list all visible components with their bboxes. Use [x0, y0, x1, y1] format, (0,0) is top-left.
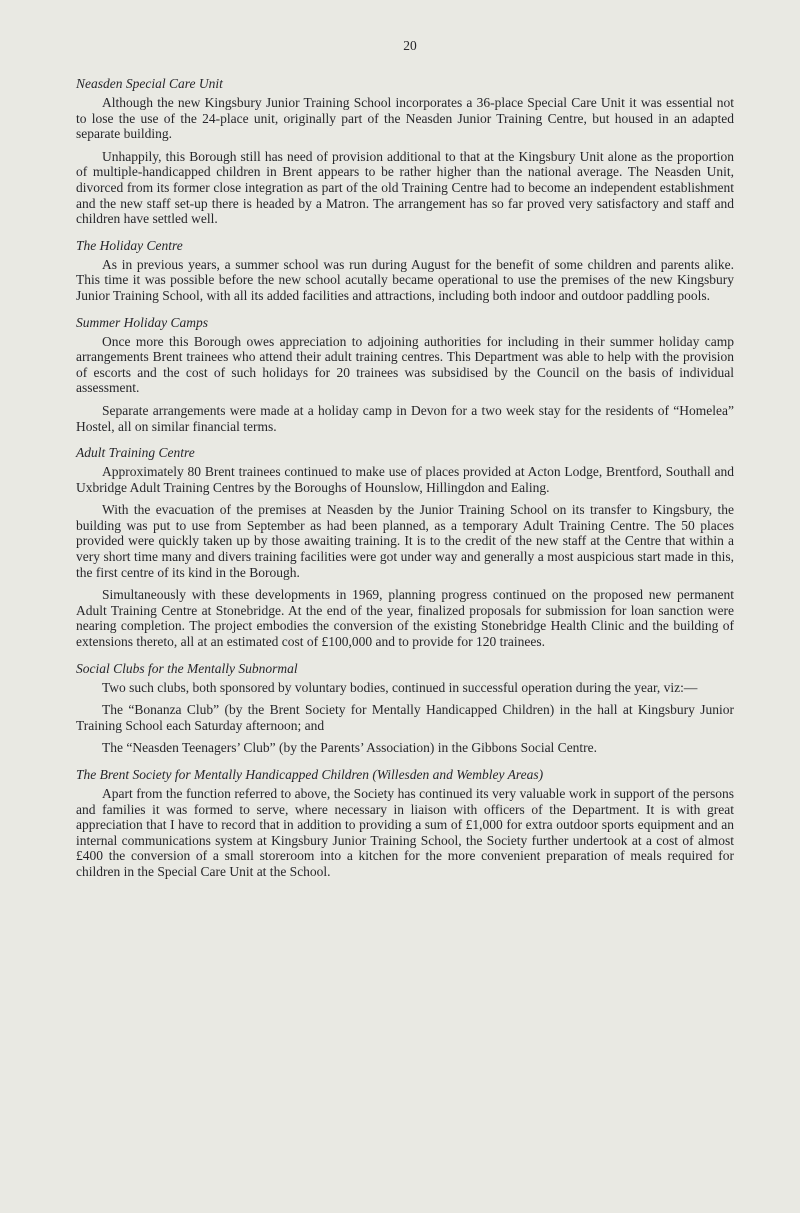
section-heading: The Holiday Centre [76, 237, 183, 253]
paragraph: Once more this Borough owes appreciation to adjoining authorities for including in their summer holiday camp arrangements Brent trainees who attend their adult training centres. This Department was able to help with the provision of escorts and the cost of such holidays for 20 trainees was subsidised by the Council on the basis of individual assessment. [76, 333, 734, 396]
section-heading: The Brent Society for Mentally Handicapped Children (Willesden and Wembley Areas) [76, 767, 544, 782]
paragraph: Two such clubs, both sponsored by voluntary bodies, continued in successful operation during the year, viz:— [102, 679, 698, 695]
paragraph: Simultaneously with these developments in 1969, planning progress continued on the proposed new permanent Adult Training Centre at Stonebridge. At the end of the year, finalized proposals for submission for loan sanction were nearing completion. The project embodies the conversion of the existing Stonebridge Health Clinic and the building of extensions thereto, all at an estimated cost of £100,000 and to provide for 120 trainees. [76, 587, 734, 650]
section-summer-holiday-camps [76, 315, 734, 435]
section-holiday-centre [76, 238, 734, 304]
section-brent-society [76, 767, 734, 880]
paragraph: Although the new Kingsbury Junior Training School incorporates a 36-place Special Care Unit it was essential not to lose the use of the 24-place unit, originally part of the Neasden Junior Training Centre, but housed in an adapted separate building. [76, 95, 734, 142]
paragraph: The “Neasden Teenagers’ Club” (by the Parents’ Association) in the Gibbons Social Centre. [102, 740, 598, 756]
section-adult-training-centre [76, 445, 734, 650]
paragraph: With the evacuation of the premises at Neasden by the Junior Training School on its transfer to Kingsbury, the building was put to use from September as had been planned, as a temporary Adult Training Centre. The 50 places provided were quickly taken up by those awaiting training. It is to the credit of the new staff at the Centre that within a very short time many and divers training facilities were got under way and generally a most auspicious start made in this, the first centre of its kind in the Borough. [76, 502, 734, 580]
section-heading: Neasden Special Care Unit [76, 76, 223, 91]
paragraph: Unhappily, this Borough still has need of provision additional to that at the Kingsbury Unit alone as the proportion of multiple-handicapped children in Brent appears to be rather higher than the national average. The Neasden Unit, divorced from its former close integration as part of the old Training Centre had to become an independent establishment and the new staff set-up there is headed by a Matron. The arrangement has so far proved very satisfactory and staff and children have settled well. [76, 148, 734, 227]
section-heading: Social Clubs for the Mentally Subnormal [76, 660, 298, 676]
section-heading: Summer Holiday Camps [76, 314, 208, 330]
paragraph: As in previous years, a summer school was run during August for the benefit of some children and parents alike. This time it was possible before the new school acutally became operational to use the premises of the new Kingsbury Junior Training School, with all its added facilities and attractions, including both indoor and outdoor paddling pools. [76, 256, 734, 303]
paragraph: Approximately 80 Brent trainees continued to make use of places provided at Acton Lodge, Brentford, Southall and Uxbridge Adult Training Centres by the Boroughs of Hounslow, Hillingdon and Ealing. [76, 464, 734, 495]
page-number: 20 [403, 38, 417, 53]
section-social-clubs [76, 661, 734, 756]
section-heading: Adult Training Centre [76, 445, 195, 461]
section-neasden-special-care-unit [76, 76, 734, 227]
paragraph: Apart from the function referred to above, the Society has continued its very valuable work in support of the persons and families it was formed to serve, where necessary in liaison with officers of the Department. It is with great appreciation that I have to record that in addition to providing a sum of £1,000 for extra outdoor sports equipment and an internal communications system at Kingsbury Junior Training School, the Society further undertook at a cost of almost £400 the conversion of a small storeroom into a kitchen for the more convenient preparation of meals required for children in the Special Care Unit at the School. [76, 786, 734, 879]
paragraph: The “Bonanza Club” (by the Brent Society for Mentally Handicapped Children) in the hall at Kingsbury Junior Training School each Saturday afternoon; and [76, 702, 734, 733]
paragraph: Separate arrangements were made at a holiday camp in Devon for a two week stay for the residents of “Homelea” Hostel, all on similar financial terms. [76, 402, 734, 434]
